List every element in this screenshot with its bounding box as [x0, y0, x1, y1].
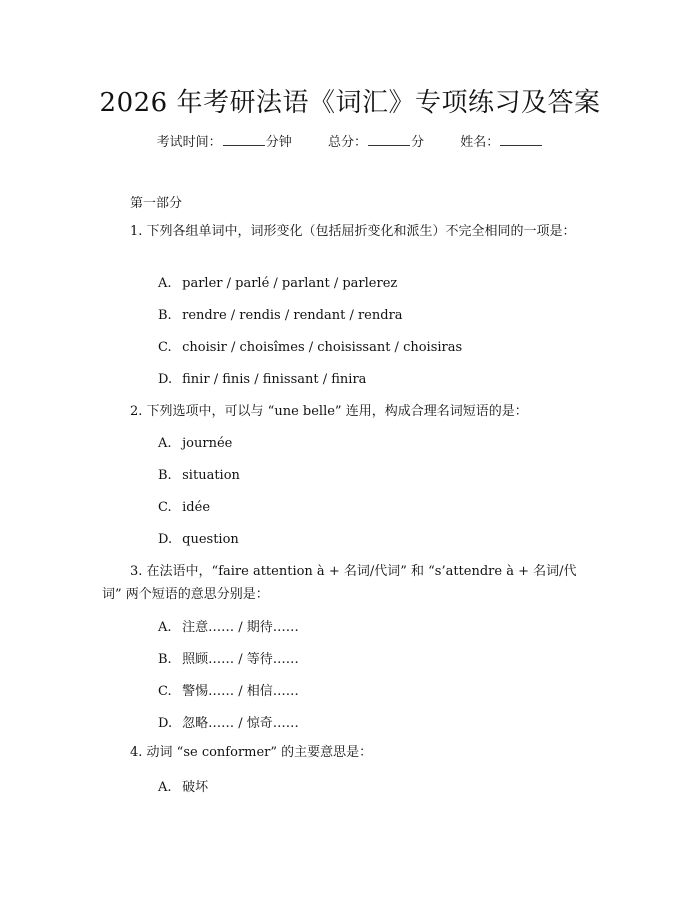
option-label: A. — [158, 436, 172, 451]
option-3d — [158, 712, 299, 731]
score-unit: 分 — [411, 135, 425, 150]
option-text: question — [182, 532, 239, 547]
question-3 — [102, 560, 592, 606]
name-blank — [500, 135, 542, 146]
option-1d — [158, 372, 366, 387]
question-number: 3. — [130, 564, 143, 579]
question-number: 2. — [130, 404, 143, 419]
option-3a — [158, 616, 299, 635]
option-label: B. — [158, 308, 172, 323]
option-text: journée — [182, 436, 233, 451]
option-label: C. — [158, 340, 172, 355]
score-blank — [368, 135, 410, 146]
time-unit: 分钟 — [265, 135, 292, 150]
option-text: idée — [182, 500, 211, 515]
option-label: B. — [158, 652, 172, 667]
option-label: B. — [158, 468, 172, 483]
section-heading: 第一部分 — [130, 196, 183, 211]
name-field — [460, 131, 543, 150]
exam-meta — [0, 131, 700, 150]
option-3b — [158, 648, 299, 667]
score-label: 总分： — [327, 135, 367, 150]
document-title: 2026 年考研法语《词汇》专项练习及答案 — [99, 88, 601, 118]
time-label: 考试时间： — [156, 135, 222, 150]
option-4a — [158, 776, 208, 795]
option-text: finir / finis / finissant / finira — [182, 372, 367, 387]
option-text: 破坏 — [182, 780, 209, 795]
question-1 — [102, 220, 592, 243]
option-2c — [158, 500, 210, 515]
option-label: C. — [158, 684, 172, 699]
time-field — [157, 131, 292, 150]
option-1a — [158, 276, 397, 291]
option-label: C. — [158, 500, 172, 515]
option-text: rendre / rendis / rendant / rendra — [182, 308, 403, 323]
option-text: 照顾…… / 等待…… — [182, 652, 299, 667]
question-text: 下列各组单词中，词形变化（包括屈折变化和派生）不完全相同的一项是： — [146, 224, 576, 239]
question-number: 1. — [130, 224, 143, 239]
option-text: parler / parlé / parlant / parlerez — [182, 276, 398, 291]
option-2a — [158, 436, 232, 451]
name-label: 姓名： — [460, 135, 500, 150]
option-label: D. — [158, 532, 173, 547]
option-label: A. — [158, 276, 172, 291]
option-2b — [158, 468, 240, 483]
option-text: choisir / choisîmes / choisissant / choisiras — [182, 340, 463, 355]
option-text: 注意…… / 期待…… — [182, 620, 299, 635]
option-3c — [158, 680, 299, 699]
score-field — [328, 131, 424, 150]
option-1c — [158, 340, 462, 355]
question-text: 动词 “se conformer” 的主要意思是： — [146, 745, 373, 760]
option-text: 忽略…… / 惊奇…… — [182, 716, 299, 731]
option-label: D. — [158, 716, 173, 731]
option-1b — [158, 308, 403, 323]
option-text: situation — [182, 468, 240, 483]
question-2 — [102, 400, 592, 423]
question-4 — [102, 741, 592, 764]
option-text: 警惕…… / 相信…… — [182, 684, 299, 699]
option-label: D. — [158, 372, 173, 387]
time-blank — [223, 135, 265, 146]
question-number: 4. — [130, 745, 143, 760]
question-text: 下列选项中，可以与 “une belle” 连用，构成合理名词短语的是： — [146, 404, 528, 419]
question-text: 在法语中，“faire attention à + 名词/代词” 和 “s’attendre à + 名词/代词” 两个短语的意思分别是： — [102, 564, 577, 602]
option-label: A. — [158, 620, 172, 635]
option-label: A. — [158, 780, 172, 795]
option-2d — [158, 532, 239, 547]
